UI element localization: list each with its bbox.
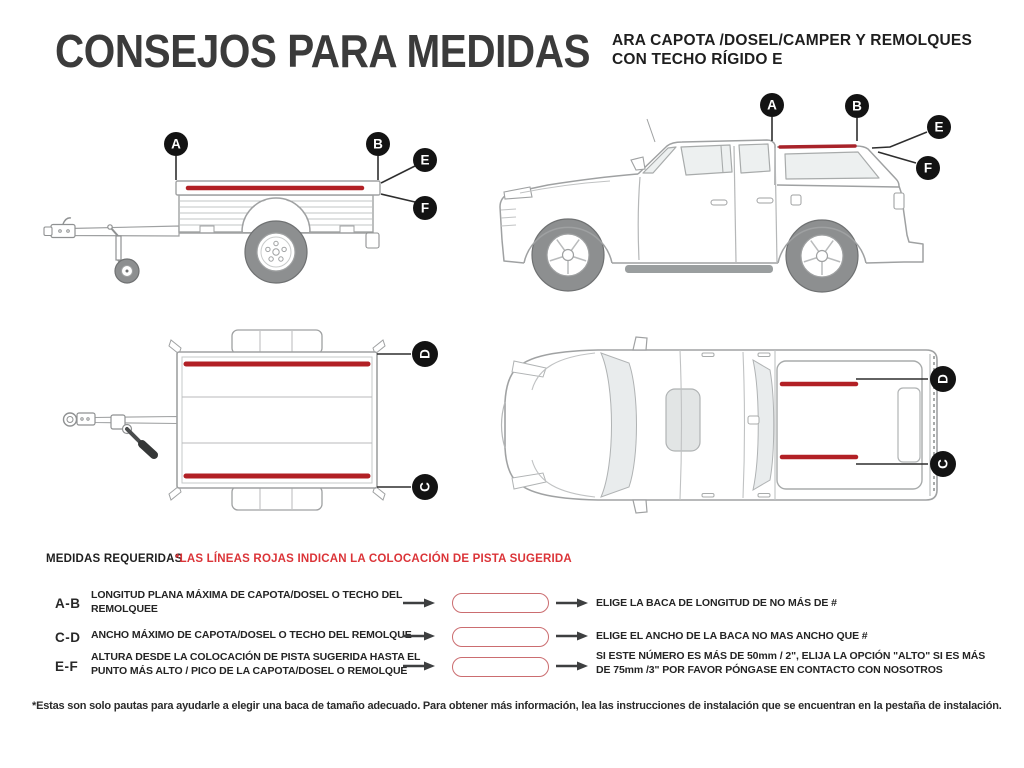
headlight [504,187,532,199]
row-label-ef: E-F [55,659,79,674]
canopy-rear-hatch [898,388,920,462]
marker-f-label: F [420,200,430,216]
truck-rear-wheel [786,220,858,292]
measurement-value-box-ef [452,657,549,677]
rear-door-handle [757,198,773,203]
marker-f-label: F [923,160,933,176]
row-desc-cd: ANCHO MÁXIMO DE CAPOTA/DOSEL O TECHO DEL REMOLQUE [91,629,412,641]
row-instruction-ab: ELIGE LA BACA DE LONGITUD DE NO MÁS DE # [596,597,837,609]
row-instruction-ef: SI ESTE NÚMERO ES MÁS DE 50mm / 2", ELIJA LA OPCIÓN "ALTO" SI ES MÁS DE 75mm /3" POR FAVOR PÓNGASE EN CONTACTO CON NOSOTROS [596,650,986,676]
measurement-value-box-ab [452,593,549,613]
bed-window-handle [748,416,759,424]
red-lines-note: *LAS LÍNEAS ROJAS INDICAN LA COLOCACIÓN DE PISTA SUGERIDA [175,553,572,565]
trailer-hitch-coupler [77,413,95,425]
row-label-cd: C-D [55,630,81,645]
subtitle-line-2: CON TECHO RÍGIDO E [612,51,783,68]
trailer-hitch-coupler [51,225,75,238]
sunroof [666,389,700,451]
arrow-icon [403,661,435,671]
marker-e-label: E [934,119,944,135]
page-title: CONSEJOS PARA MEDIDAS [55,25,591,77]
side-mirror [631,157,645,170]
arrow-icon [556,631,588,641]
side-mirror [633,500,647,513]
marker-d-label: D [417,349,433,359]
measurement-value-box-cd [452,627,549,647]
front-door-handle [711,200,727,205]
canopy-side-window [785,152,879,179]
arrow-icon [556,598,588,608]
row-label-ab: A-B [55,596,81,611]
marker-b-label: B [373,136,383,152]
marker-c-label: C [935,459,951,469]
subtitle-line-1: ARA CAPOTA /DOSEL/CAMPER Y REMOLQUES [612,32,972,49]
fuel-door [791,195,801,205]
suggested-track-line [780,146,855,147]
truck-taillight [894,193,904,209]
trailer-fender-bottom [232,486,322,510]
marker-a-label: A [171,136,181,152]
measurements-heading: MEDIDAS REQUERIDAS [46,553,183,565]
trailer-fender-top [232,330,322,354]
row-instruction-cd: ELIGE EL ANCHO DE LA BACA NO MAS ANCHO QUE # [596,630,868,642]
truck-top-view-diagram [490,330,970,520]
marker-a-label: A [767,97,777,113]
truck-side-view-diagram [490,85,990,305]
trailer-top-view-diagram [55,320,475,520]
arrow-icon [403,631,435,641]
truck-running-board [625,265,773,273]
antenna [647,119,655,142]
marker-e-label: E [420,152,430,168]
row-desc-ab: LONGITUD PLANA MÁXIMA DE CAPOTA/DOSEL O TECHO DEL REMOLQUEE [91,589,403,615]
marker-c-label: C [417,482,433,492]
arrow-icon [403,598,435,608]
footnote: *Estas son solo pautas para ayudarle a elegir una baca de tamaño adecuado. Para obtener más información, lea las instrucciones de instalación que se encuentran en la pestaña de instalación. [32,700,1002,712]
arrow-icon [556,661,588,671]
marker-d-label: D [935,374,951,384]
truck-windshield [643,147,676,173]
truck-rear-door-window [739,144,770,173]
trailer-body-top [177,352,377,488]
truck-front-door-window [681,145,732,175]
row-desc-ef: ALTURA DESDE LA COLOCACIÓN DE PISTA SUGERIDA HASTA EL PUNTO MÁS ALTO / PICO DE LA CAPOTA/DOSEL O REMOLQUE [91,651,421,677]
page-subtitle [612,31,972,69]
marker-b-label: B [852,98,862,114]
side-mirror [633,337,647,350]
trailer-side-view-diagram [30,95,470,310]
hitch-ring [64,413,77,426]
trailer-drawbar [95,417,177,424]
trailer-taillight [366,233,379,248]
truck-front-wheel [532,219,604,291]
